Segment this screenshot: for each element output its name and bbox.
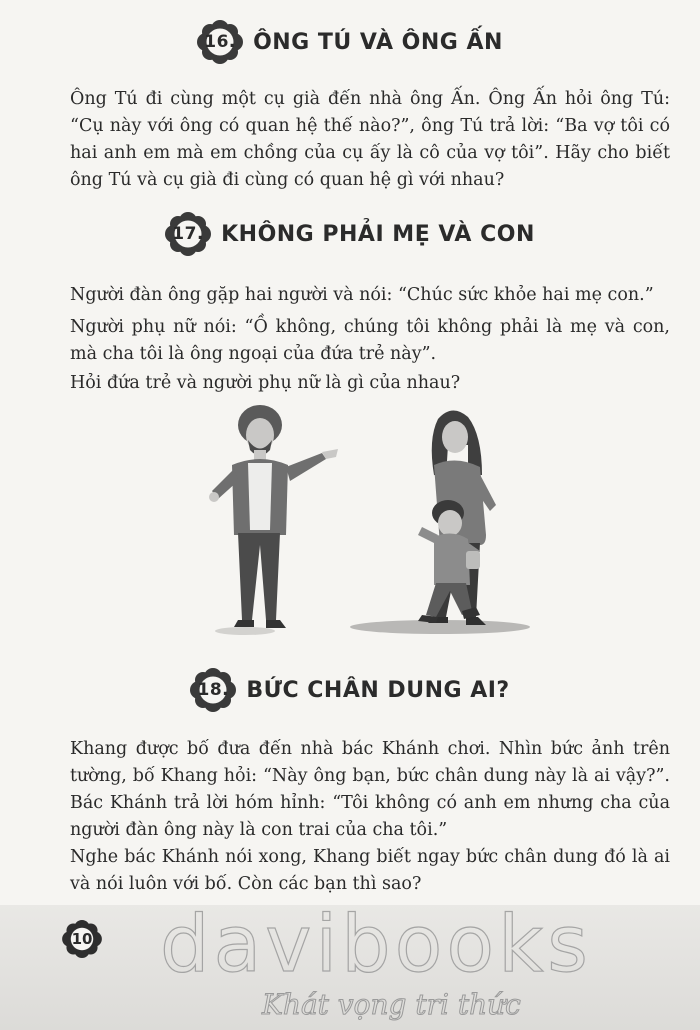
flower-badge-icon [165, 212, 211, 256]
man-figure [209, 405, 338, 628]
watermark-tagline: Khát vọng tri thức [262, 988, 521, 1021]
section-17-paragraph-1: Người đàn ông gặp hai người và nói: “Chúc sức khỏe hai mẹ con.” [70, 285, 654, 305]
man-woman-child-illustration [190, 395, 550, 645]
section-number: 16. [204, 32, 236, 52]
section-number: 17. [172, 224, 204, 244]
page-number-badge-icon [62, 920, 102, 958]
page-number: 10 [71, 930, 93, 948]
watermark-brand: davibooks [160, 900, 592, 990]
section-17-heading [0, 212, 700, 256]
section-16-paragraph: Ông Tú đi cùng một cụ già đến nhà ông Ấn. Ông Ấn hỏi ông Tú: “Cụ này với ông có quan hệ thế nào?”, ông Tú trả lời: “Ba vợ tôi có hai anh em mà em chồng của cụ ấy là cô của vợ tôi”. Hãy cho biết ông Tú và cụ già đi cùng có quan hệ gì với nhau? [70, 89, 670, 190]
section-18-paragraph-2: Nghe bác Khánh nói xong, Khang biết ngay bức chân dung đó là ai và nói luôn với bố. Còn các bạn thì sao? [70, 847, 670, 894]
section-title: ÔNG TÚ VÀ ÔNG ẤN [253, 29, 503, 55]
section-17-paragraph-2: Người phụ nữ nói: “Ồ không, chúng tôi không phải là mẹ và con, mà cha tôi là ông ngoại của đứa trẻ này”. [70, 317, 670, 364]
section-title: KHÔNG PHẢI MẸ VÀ CON [221, 221, 535, 247]
section-18-heading [0, 668, 700, 712]
section-16-heading [0, 20, 700, 64]
section-title: BỨC CHÂN DUNG AI? [246, 677, 510, 703]
section-18-paragraph-1: Khang được bố đưa đến nhà bác Khánh chơi. Nhìn bức ảnh trên tường, bố Khang hỏi: “Này ông bạn, bức chân dung này là ai vậy?”. Bác Khánh trả lời hóm hỉnh: “Tôi không có anh em nhưng cha của người đàn ông này là con trai của cha tôi.” [70, 739, 670, 840]
flower-badge-icon [197, 20, 243, 64]
section-17-paragraph-3: Hỏi đứa trẻ và người phụ nữ là gì của nhau? [70, 373, 461, 393]
flower-badge-icon [190, 668, 236, 712]
section-number: 18. [197, 680, 230, 700]
